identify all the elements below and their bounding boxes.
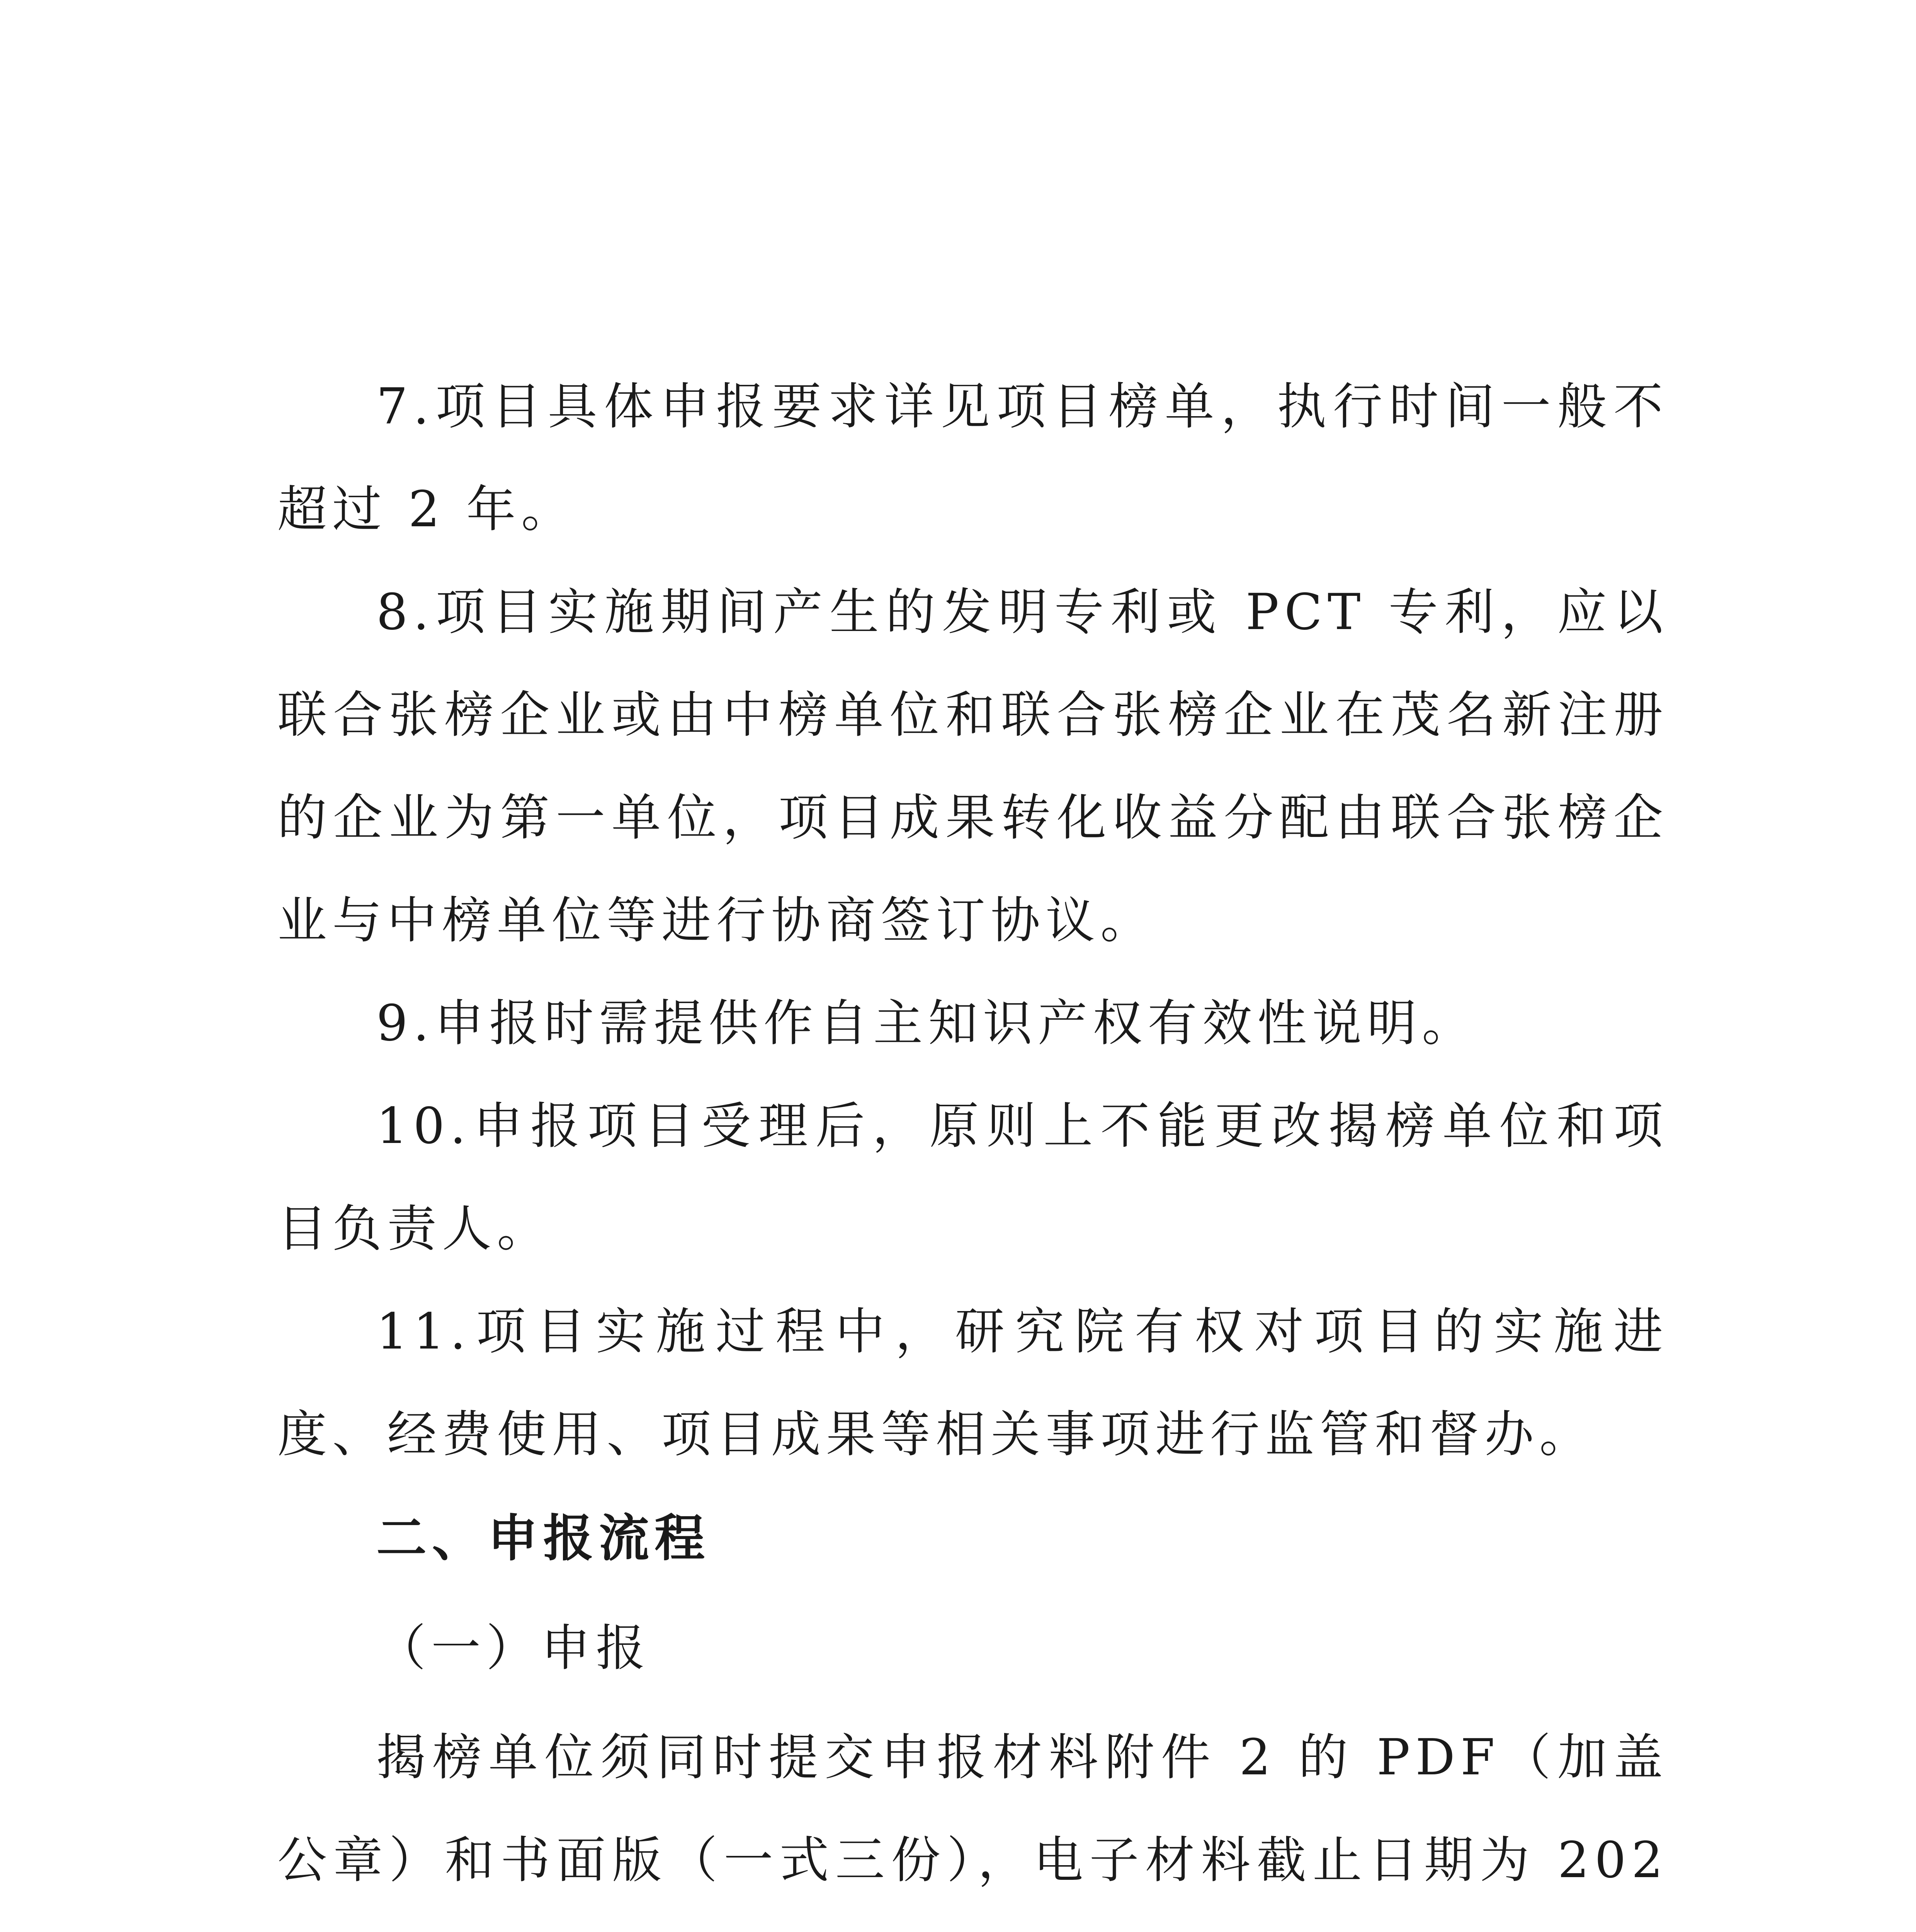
subsection-body-application: 揭榜单位须同时提交申报材料附件 2 的 PDF（加盖公章）和书面版（一式三份），电子材料截止日期为 202 [277,1729,1668,1889]
paragraph-item-7: 7.项目具体申报要求详见项目榜单，执行时间一般不超过 2 年。 [277,378,1668,538]
paragraph-item-10: 10.申报项目受理后，原则上不能更改揭榜单位和项目负责人。 [277,1097,1668,1258]
paragraph-item-9: 9.申报时需提供作自主知识产权有效性说明。 [376,995,1477,1052]
subsection-title-application: （一）申报 [376,1619,651,1677]
paragraph-item-11: 11.项目实施过程中，研究院有权对项目的实施进度、经费使用、项目成果等相关事项进行监管和督办。 [277,1303,1668,1463]
paragraph-item-8: 8.项目实施期间产生的发明专利或 PCT 专利，应以联合张榜企业或由中榜单位和联合张榜企业在茂名新注册的企业为第一单位，项目成果转化收益分配由联合张榜企业与中榜单位等进行协商签订协议。 [277,583,1668,949]
section-heading-application-process: 二、申报流程 [376,1509,711,1568]
document-body [277,355,1668,1932]
